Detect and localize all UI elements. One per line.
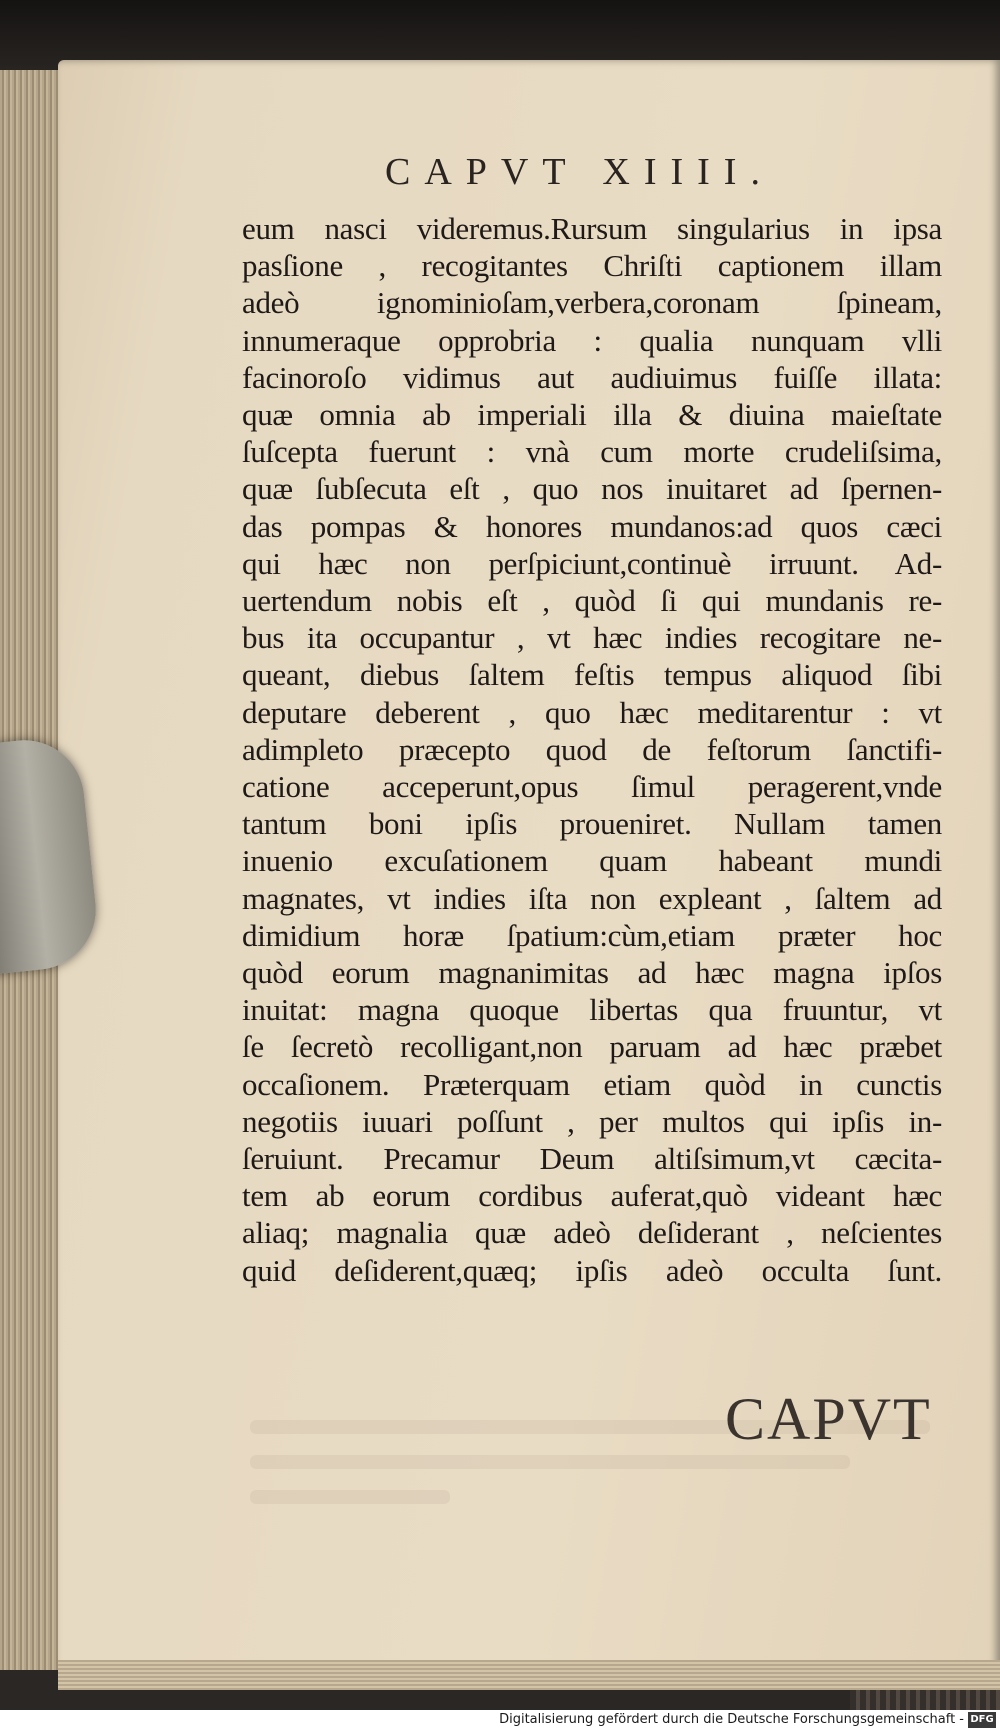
text-line: uertendum nobis eſt , quòd ſi qui mundanis re- xyxy=(242,583,942,619)
text-line: qui hæc non perſpiciunt,continuè irruunt. Ad- xyxy=(242,545,942,581)
text-line: aliaq; magnalia quæ adeò deſiderant , neſcientes xyxy=(242,1215,942,1251)
running-head: CAPVT XIIII. xyxy=(385,151,774,193)
text-line: ſeruiunt. Precamur Deum altiſsimum,vt cæcita- xyxy=(242,1141,942,1177)
text-line: deputare deberent , quo hæc meditarentur : vt xyxy=(242,694,942,730)
text-line: quæ omnia ab imperiali illa & diuina maieſtate xyxy=(242,397,942,433)
page-bottom-edge xyxy=(58,1660,1000,1690)
text-line: queant, diebus ſaltem feſtis tempus aliquod ſibi xyxy=(242,657,942,693)
catchword: CAPVT xyxy=(725,1386,932,1452)
bleed-through-line xyxy=(250,1490,450,1504)
dfg-logo: DFG xyxy=(968,1712,996,1728)
text-line: quòd eorum magnanimitas ad hæc magna ipſos xyxy=(242,955,942,991)
text-line: magnates, vt indies iſta non expleant , ſaltem ad xyxy=(242,880,942,916)
text-line: dimidium horæ ſpatium:cùm,etiam præter hoc xyxy=(242,917,942,953)
text-line: tem ab eorum cordibus auferat,quò videant hæc xyxy=(242,1178,942,1214)
text-line: eum nasci videremus.Rursum singularius in ipsa xyxy=(242,211,942,246)
text-line: tantum boni ipſis proueniret. Nullam tamen xyxy=(242,806,942,842)
footer-credit: Digitalisierung gefördert durch die Deutsche Forschungsgemeinschaft - xyxy=(499,1712,964,1727)
text-line: das pompas & honores mundanos:ad quos cæci xyxy=(242,508,942,544)
text-line: innumeraque opprobria : qualia nunquam vlli xyxy=(242,322,942,358)
text-line: inuitat: magna quoque libertas qua fruuntur, vt xyxy=(242,992,942,1028)
text-line: quid deſiderent,quæq; ipſis adeò occulta ſunt. xyxy=(242,1252,942,1288)
text-line: quæ ſubſecuta eſt , quo nos inuitaret ad ſpernen- xyxy=(242,471,942,507)
text-line: catione acceperunt,opus ſimul peragerent,vnde xyxy=(242,769,942,805)
bleed-through-line xyxy=(250,1455,850,1469)
text-line: negotiis iuuari poſſunt , per multos qui ipſis in- xyxy=(242,1103,942,1139)
text-line: pasſione , recogitantes Chriſti captionem illam xyxy=(242,248,942,284)
text-line: ſuſcepta fuerunt : vnà cum morte crudeliſsima, xyxy=(242,434,942,470)
text-line: inuenio excuſationem quam habeant mundi xyxy=(242,843,942,879)
text-line: occaſionem. Præterquam etiam quòd in cunctis xyxy=(242,1066,942,1102)
text-line: adimpleto præcepto quod de feſtorum ſanctifi- xyxy=(242,731,942,767)
body-text xyxy=(242,210,942,1289)
text-line: ſe ſecretò recolligant,non paruam ad hæc præbet xyxy=(242,1029,942,1065)
footer-bar xyxy=(0,1710,1000,1731)
text-line: facinoroſo vidimus aut audiuimus fuiſſe illata: xyxy=(242,359,942,395)
text-line: adeò ignominioſam,verbera,coronam ſpineam, xyxy=(242,285,942,321)
library-stamp xyxy=(850,1690,1000,1710)
text-line: bus ita occupantur , vt hæc indies recogitare ne- xyxy=(242,620,942,656)
